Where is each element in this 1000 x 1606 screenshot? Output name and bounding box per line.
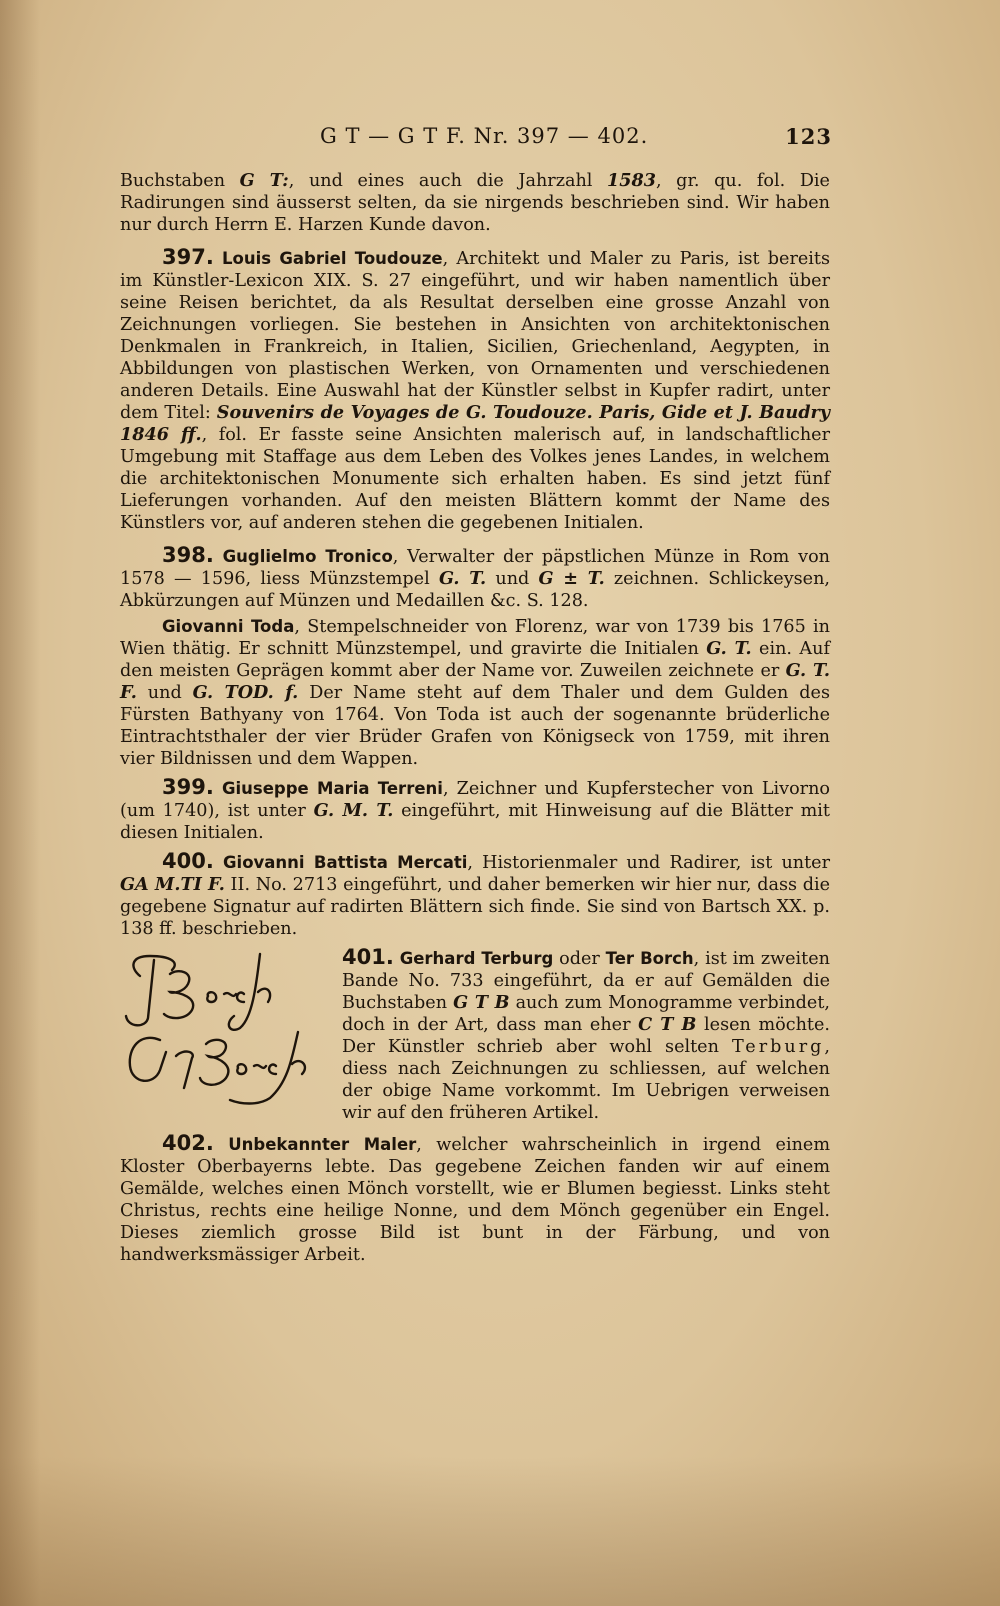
artist-name: Guglielmo Tronico: [222, 547, 393, 566]
entry-text: , fol. Er fasste seine Ansichten malerisch auf, in landschaftlicher Umgebung mit Staffage aus dem Leben des Volkes jenes Landes, in welchem die architektonischen Monumente sich erhalten haben. Es sind jetzt fünf Lieferungen vorhanden. Auf den meisten Blättern kommt der Name des Künstlers vor, auf anderen stehen die gegebenen Initialen.: [120, 425, 830, 533]
entry-401: [120, 946, 830, 1124]
intro-text: , und eines auch die Jahrzahl: [288, 171, 608, 191]
entry-toda: [120, 616, 830, 770]
intro-year: 1583: [607, 170, 656, 191]
entry-text: oder: [553, 949, 606, 969]
artist-name: Louis Gabriel Toudouze: [221, 249, 443, 268]
entry-399: [120, 776, 830, 844]
entry-398-heading: [120, 544, 830, 612]
inline-mark: G. M. T.: [313, 800, 394, 821]
entry-text: , diess nach Zeichnungen zu schliessen, auf welchen der obige Name vorkommt. Im Uebrigen verweisen wir auf den früheren Artikel.: [342, 1037, 830, 1123]
artist-name: Gerhard Terburg: [399, 949, 554, 968]
entry-text: lesen möchte. Der Künstler schrieb aber wohl selten: [342, 1015, 831, 1057]
entry-text: zeichnen. Schlickeysen, Abkürzungen auf Münzen und Medaillen &c. S. 128.: [120, 569, 830, 611]
entry-number: 402.: [162, 1131, 214, 1155]
running-header: [120, 124, 832, 154]
entry-text: , Historienmaler und Radirer, ist unter: [467, 853, 831, 873]
entry-text: , Stempelschneider von Florenz, war von 1739 bis 1765 in Wien thätig. Er schnitt Münzstempel, und gravirte die Initialen: [120, 617, 830, 659]
entry-number: 400.: [162, 849, 214, 873]
intro-mark: G T:: [239, 170, 289, 191]
inline-mark: G. T. F.: [120, 660, 830, 703]
entry-text: , Architekt und Maler zu Paris, ist bereits im Künstler-Lexicon XIX. S. 27 eingeführt, und wir haben namentlich über seine Reisen berichtet, da als Resultat derselben eine grosse Anzahl von Zeichnungen vorliegen. Sie bestehen in Ansichten von architektonischen Denkmalen in Frankreich, in Italien, Sicilien, Griechenland, Aegypten, in Abbildungen von plastischen Werken, von Ornamenten und verschiedenen anderen Details. Eine Auswahl hat der Künstler selbst in Kupfer radirt, unter dem Titel:: [120, 249, 830, 423]
terburg-signature-figure: [120, 948, 330, 1108]
inline-mark: G T B: [453, 992, 510, 1013]
page-number: 123: [785, 124, 832, 149]
inline-mark: C T B: [638, 1014, 697, 1035]
entry-text: Der Name steht auf dem Thaler und dem Gulden des Fürsten Bathyany von 1764. Von Toda ist auch der sogenannte brüderliche Eintrachtsthaler der vier Brüder Grafen von Königseck von 1759, mit ihren vier Bildnissen und dem Wappen.: [120, 683, 830, 769]
entry-402: [120, 1132, 830, 1266]
entry-text: eingeführt, mit Hinweisung auf die Blätter mit diesen Initialen.: [120, 801, 830, 843]
entry-text: , ist im zweiten Bande No. 733 eingeführt, da er auf Gemälden die Buchstaben: [342, 949, 830, 1013]
header-title: G T — G T F. Nr. 397 — 402.: [320, 124, 649, 148]
entry-text: ein. Auf den meisten Geprägen kommt aber der Name vor. Zuweilen zeichnete er: [120, 639, 830, 681]
artist-name: Unbekannter Maler: [228, 1135, 417, 1154]
spaced-name: Terburg: [731, 1037, 825, 1057]
entry-text: , Verwalter der päpstlichen Münze in Rom von 1578 — 1596, liess Münzstempel: [120, 547, 830, 589]
inline-mark: G. T.: [438, 568, 487, 589]
intro-text: , gr. qu. fol. Die Radirungen sind äusserst selten, da sie nirgends beschrieben sind. Wir haben nur durch Herrn E. Harzen Kunde davon.: [120, 171, 830, 235]
inline-mark: G. TOD. f.: [192, 682, 299, 703]
inline-mark: G. T.: [706, 638, 752, 659]
entry-397: [120, 246, 830, 534]
entry-number: 401.: [342, 945, 394, 969]
inline-mark: G ± T.: [538, 568, 605, 589]
page-body: [120, 170, 830, 1266]
entry-number: 398.: [162, 543, 214, 567]
entry-text: und: [486, 569, 539, 589]
entry-text: , welcher wahrscheinlich in irgend einem Kloster Oberbayerns lebte. Das gegebene Zeichen fanden wir auf einem Gemälde, welches einen Mönch vorstellt, wie er Blumen begiesst. Links steht Christus, rechts eine heilige Nonne, und dem Mönch gegenüber ein Engel. Dieses ziemlich grosse Bild ist bunt in der Färbung, und von handwerksmässiger Arbeit.: [120, 1135, 831, 1265]
entry-number: 399.: [162, 775, 214, 799]
artist-name-alt: Ter Borch: [605, 949, 694, 968]
entry-text: auch zum Monogramme verbindet, doch in der Art, dass man eher: [342, 993, 830, 1035]
signature-drawing: [120, 948, 330, 1108]
artist-name: Giovanni Toda: [162, 617, 295, 636]
intro-text: Buchstaben: [120, 171, 240, 191]
inline-mark: GA M.TI F.: [120, 874, 225, 895]
artist-name: Giuseppe Maria Terreni: [221, 779, 443, 798]
intro-paragraph: [120, 170, 830, 236]
book-title: Souvenirs de Voyages de G. Toudouze. Paris, Gide et J. Baudry 1846 ff.: [120, 402, 830, 445]
entry-text: II. No. 2713 eingeführt, und daher bemerken wir hier nur, dass die gegebene Signatur auf radirten Blättern sich finde. Sie sind von Bartsch XX. p. 138 ff. beschrieben.: [120, 875, 830, 939]
entry-text: und: [136, 683, 193, 703]
entry-text: , Zeichner und Kupferstecher von Livorno (um 1740), ist unter: [120, 779, 830, 821]
entry-398: [120, 544, 830, 612]
entry-400: [120, 850, 830, 940]
artist-name: Giovanni Battista Mercati: [223, 853, 468, 872]
entry-402-heading: [120, 1132, 830, 1266]
entry-number: 397.: [162, 245, 214, 269]
